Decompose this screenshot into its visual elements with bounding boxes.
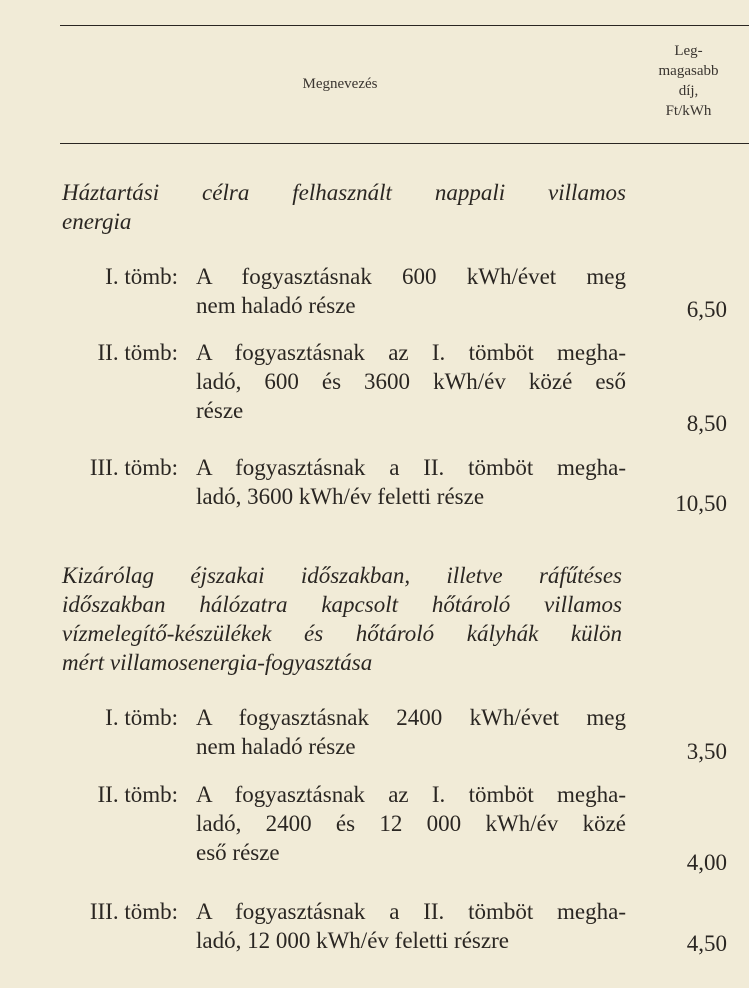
block-description-line: A fogyasztásnak a II. tömböt megha- — [196, 455, 626, 480]
block-label: I. tömb: — [105, 264, 178, 289]
block-label: III. tömb: — [89, 455, 178, 480]
block-description — [196, 338, 626, 425]
block-description — [196, 703, 626, 761]
block-label: III. tömb: — [89, 899, 178, 924]
column-header-price-line: magasabb — [658, 63, 719, 79]
block-description — [196, 897, 626, 955]
block-description-line: eső része — [196, 840, 280, 865]
block-description-line: nem haladó része — [196, 734, 356, 759]
table-header-rule — [60, 143, 749, 144]
block-description-line: ladó, 12 000 kWh/év feletti részre — [196, 928, 509, 953]
block-description-line: ladó, 3600 kWh/év feletti része — [196, 484, 485, 509]
column-header-price-line: Ft/kWh — [665, 103, 712, 119]
column-header-price — [628, 41, 749, 121]
column-header-price-line: Leg- — [674, 43, 703, 59]
price-value: 4,50 — [686, 931, 727, 956]
section-title-line: mért villamosenergia-fogyasztása — [62, 650, 373, 675]
block-description — [196, 453, 626, 511]
block-description-line: része — [196, 398, 244, 423]
section-title-line: Háztartási célra felhasznált nappali villamos — [62, 180, 626, 205]
section-title-line: időszakban hálózatra kapcsolt hőtároló villamos — [62, 592, 622, 617]
block-description-line: ladó, 600 és 3600 kWh/év közé eső — [196, 369, 626, 394]
column-header-price-line: díj, — [678, 83, 699, 99]
section-title-line: Kizárólag éjszakai időszakban, illetve ráfűtéses — [62, 563, 622, 588]
section-title-line: energia — [62, 209, 132, 234]
column-header-name: Megnevezés — [302, 76, 378, 92]
block-description-line: A fogyasztásnak az I. tömböt megha- — [196, 340, 626, 365]
price-value: 8,50 — [686, 411, 727, 436]
block-description-line: A fogyasztásnak az I. tömböt megha- — [196, 782, 626, 807]
block-description-line: A fogyasztásnak 2400 kWh/évet meg — [196, 705, 626, 730]
block-description-line: nem haladó része — [196, 293, 356, 318]
section-title-daytime — [62, 178, 626, 236]
price-value: 3,50 — [686, 739, 727, 764]
price-value: 6,50 — [686, 297, 727, 322]
block-description-line: A fogyasztásnak 600 kWh/évet meg — [196, 264, 626, 289]
table-top-rule — [60, 25, 749, 26]
block-description — [196, 780, 626, 867]
block-description — [196, 262, 626, 320]
block-label: I. tömb: — [105, 705, 178, 730]
section-title-line: vízmelegítő-készülékek és hőtároló kályhák külön — [62, 621, 622, 646]
price-value: 10,50 — [675, 491, 727, 516]
block-label: II. tömb: — [97, 340, 178, 365]
block-description-line: ladó, 2400 és 12 000 kWh/év közé — [196, 811, 626, 836]
price-value: 4,00 — [686, 850, 727, 875]
block-description-line: A fogyasztásnak a II. tömböt megha- — [196, 899, 626, 924]
block-label: II. tömb: — [97, 782, 178, 807]
section-title-night-storage — [62, 561, 622, 677]
